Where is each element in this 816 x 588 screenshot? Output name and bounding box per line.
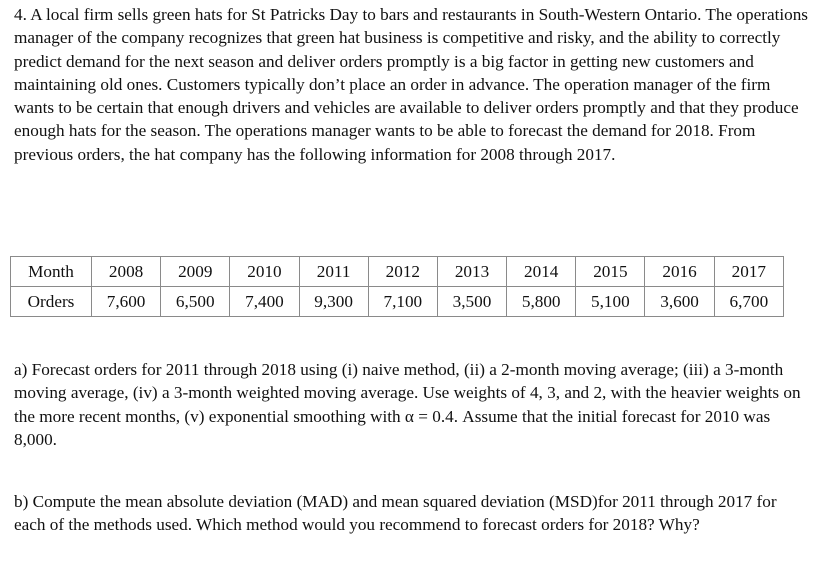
table-row-label: Month: [11, 257, 92, 287]
table-cell: 2011: [299, 257, 368, 287]
table-cell: 6,700: [714, 287, 783, 317]
question-part-a: a) Forecast orders for 2011 through 2018 using (i) naive method, (ii) a 2-month moving average; (iii) a 3-month moving average, (iv) a 3-month weighted moving average. Use weights of 4, 3, and 2, with the heavier weights on the more recent months, (v) exponential smoothing with α = 0.4. Assume that the initial forecast for 2010 was 8,000.: [14, 360, 801, 449]
table-cell: 2008: [91, 257, 160, 287]
table-cell: 2014: [507, 257, 576, 287]
problem-statement: 4. A local firm sells green hats for St Patricks Day to bars and restaurants in South-Western Ontario. The operations manager of the company recognizes that green hat business is competitive and risky, and the ability to correctly predict demand for the next season and deliver orders promptly is a big factor in getting new customers and maintaining old ones. Customers typically don’t place an order in advance. The operation manager of the firm wants to be certain that enough drivers and vehicles are available to deliver orders promptly and that they produce enough hats for the season. The operations manager wants to be able to forecast the demand for 2018. From previous orders, the hat company has the following information for 2008 through 2017.: [14, 5, 808, 164]
table-cell: 2012: [368, 257, 437, 287]
table-cell: 3,600: [645, 287, 714, 317]
table-cell: 2010: [230, 257, 299, 287]
orders-table: [10, 256, 784, 317]
table-cell: 5,800: [507, 287, 576, 317]
table-row: [11, 257, 784, 287]
table-cell: 9,300: [299, 287, 368, 317]
table-cell: 2015: [576, 257, 645, 287]
table-cell: 3,500: [437, 287, 506, 317]
table-cell: 7,600: [91, 287, 160, 317]
table-cell: 2013: [437, 257, 506, 287]
table-row-label: Orders: [11, 287, 92, 317]
table-row: [11, 287, 784, 317]
table-cell: 7,100: [368, 287, 437, 317]
table-cell: 7,400: [230, 287, 299, 317]
question-part-b: b) Compute the mean absolute deviation (MAD) and mean squared deviation (MSD)for 2011 through 2017 for each of the methods used. Which method would you recommend to forecast orders for 2018? Why?: [14, 492, 777, 535]
table-cell: 2009: [161, 257, 230, 287]
table-cell: 2016: [645, 257, 714, 287]
table-cell: 6,500: [161, 287, 230, 317]
table-cell: 2017: [714, 257, 783, 287]
table-cell: 5,100: [576, 287, 645, 317]
